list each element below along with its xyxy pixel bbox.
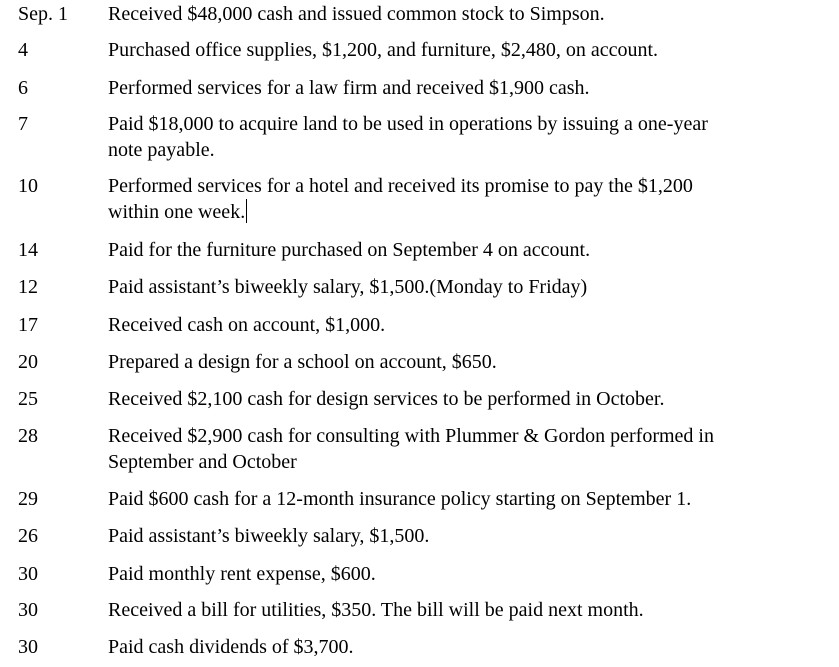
transaction-description [108,37,798,63]
transaction-date: 7 [18,113,28,135]
transaction-description [108,1,798,27]
description-line: Performed services for a law firm and received $1,900 cash. [108,77,590,99]
description-line-with-cursor [108,199,798,225]
transaction-description [108,561,798,587]
transaction-description [108,173,798,225]
transaction-date: 26 [18,525,38,547]
transaction-description [108,486,798,512]
description-line: note payable. [108,139,215,161]
description-line: September and October [108,451,297,473]
transaction-description [108,75,798,101]
transaction-description [108,237,798,263]
transaction-description [108,423,798,475]
transaction-date: 12 [18,276,38,298]
transaction-description [108,597,798,623]
description-line: Received a bill for utilities, $350. The bill will be paid next month. [108,599,644,621]
description-line: Paid cash dividends of $3,700. [108,636,354,658]
transaction-date: 6 [18,77,28,99]
transaction-date: 4 [18,39,28,61]
description-line: within one week. [108,201,246,223]
description-line: Paid assistant’s biweekly salary, $1,500.(Monday to Friday) [108,276,588,298]
description-line: Prepared a design for a school on account, $650. [108,351,497,373]
description-line: Paid $18,000 to acquire land to be used in operations by issuing a one-year [108,113,708,135]
description-line: Received $2,900 cash for consulting with Plummer & Gordon performed in [108,425,714,447]
description-line: Received $2,100 cash for design services to be performed in October. [108,388,665,410]
description-line: Received $48,000 cash and issued common stock to Simpson. [108,3,605,25]
description-line: Paid assistant’s biweekly salary, $1,500. [108,525,430,547]
description-line: Purchased office supplies, $1,200, and furniture, $2,480, on account. [108,39,659,61]
text-cursor [246,199,247,223]
transaction-date: 30 [18,563,38,585]
transaction-description [108,312,798,338]
transaction-date: 29 [18,488,38,510]
transaction-date: 10 [18,175,38,197]
transaction-description [108,349,798,375]
transaction-date: 25 [18,388,38,410]
transaction-description [108,523,798,549]
transaction-date: 14 [18,239,38,261]
description-line: Paid $600 cash for a 12-month insurance policy starting on September 1. [108,488,692,510]
transaction-date: Sep. 1 [18,3,68,25]
transaction-date: 30 [18,599,38,621]
transaction-date: 17 [18,314,38,336]
transaction-description [108,386,798,412]
transaction-description [108,274,798,300]
transaction-date: 30 [18,636,38,658]
transaction-description [108,111,798,163]
description-line: Performed services for a hotel and received its promise to pay the $1,200 [108,175,693,197]
transaction-description [108,634,798,660]
description-line: Received cash on account, $1,000. [108,314,386,336]
transaction-date: 28 [18,425,38,447]
description-line: Paid monthly rent expense, $600. [108,563,376,585]
transaction-date: 20 [18,351,38,373]
description-line: Paid for the furniture purchased on September 4 on account. [108,239,591,261]
